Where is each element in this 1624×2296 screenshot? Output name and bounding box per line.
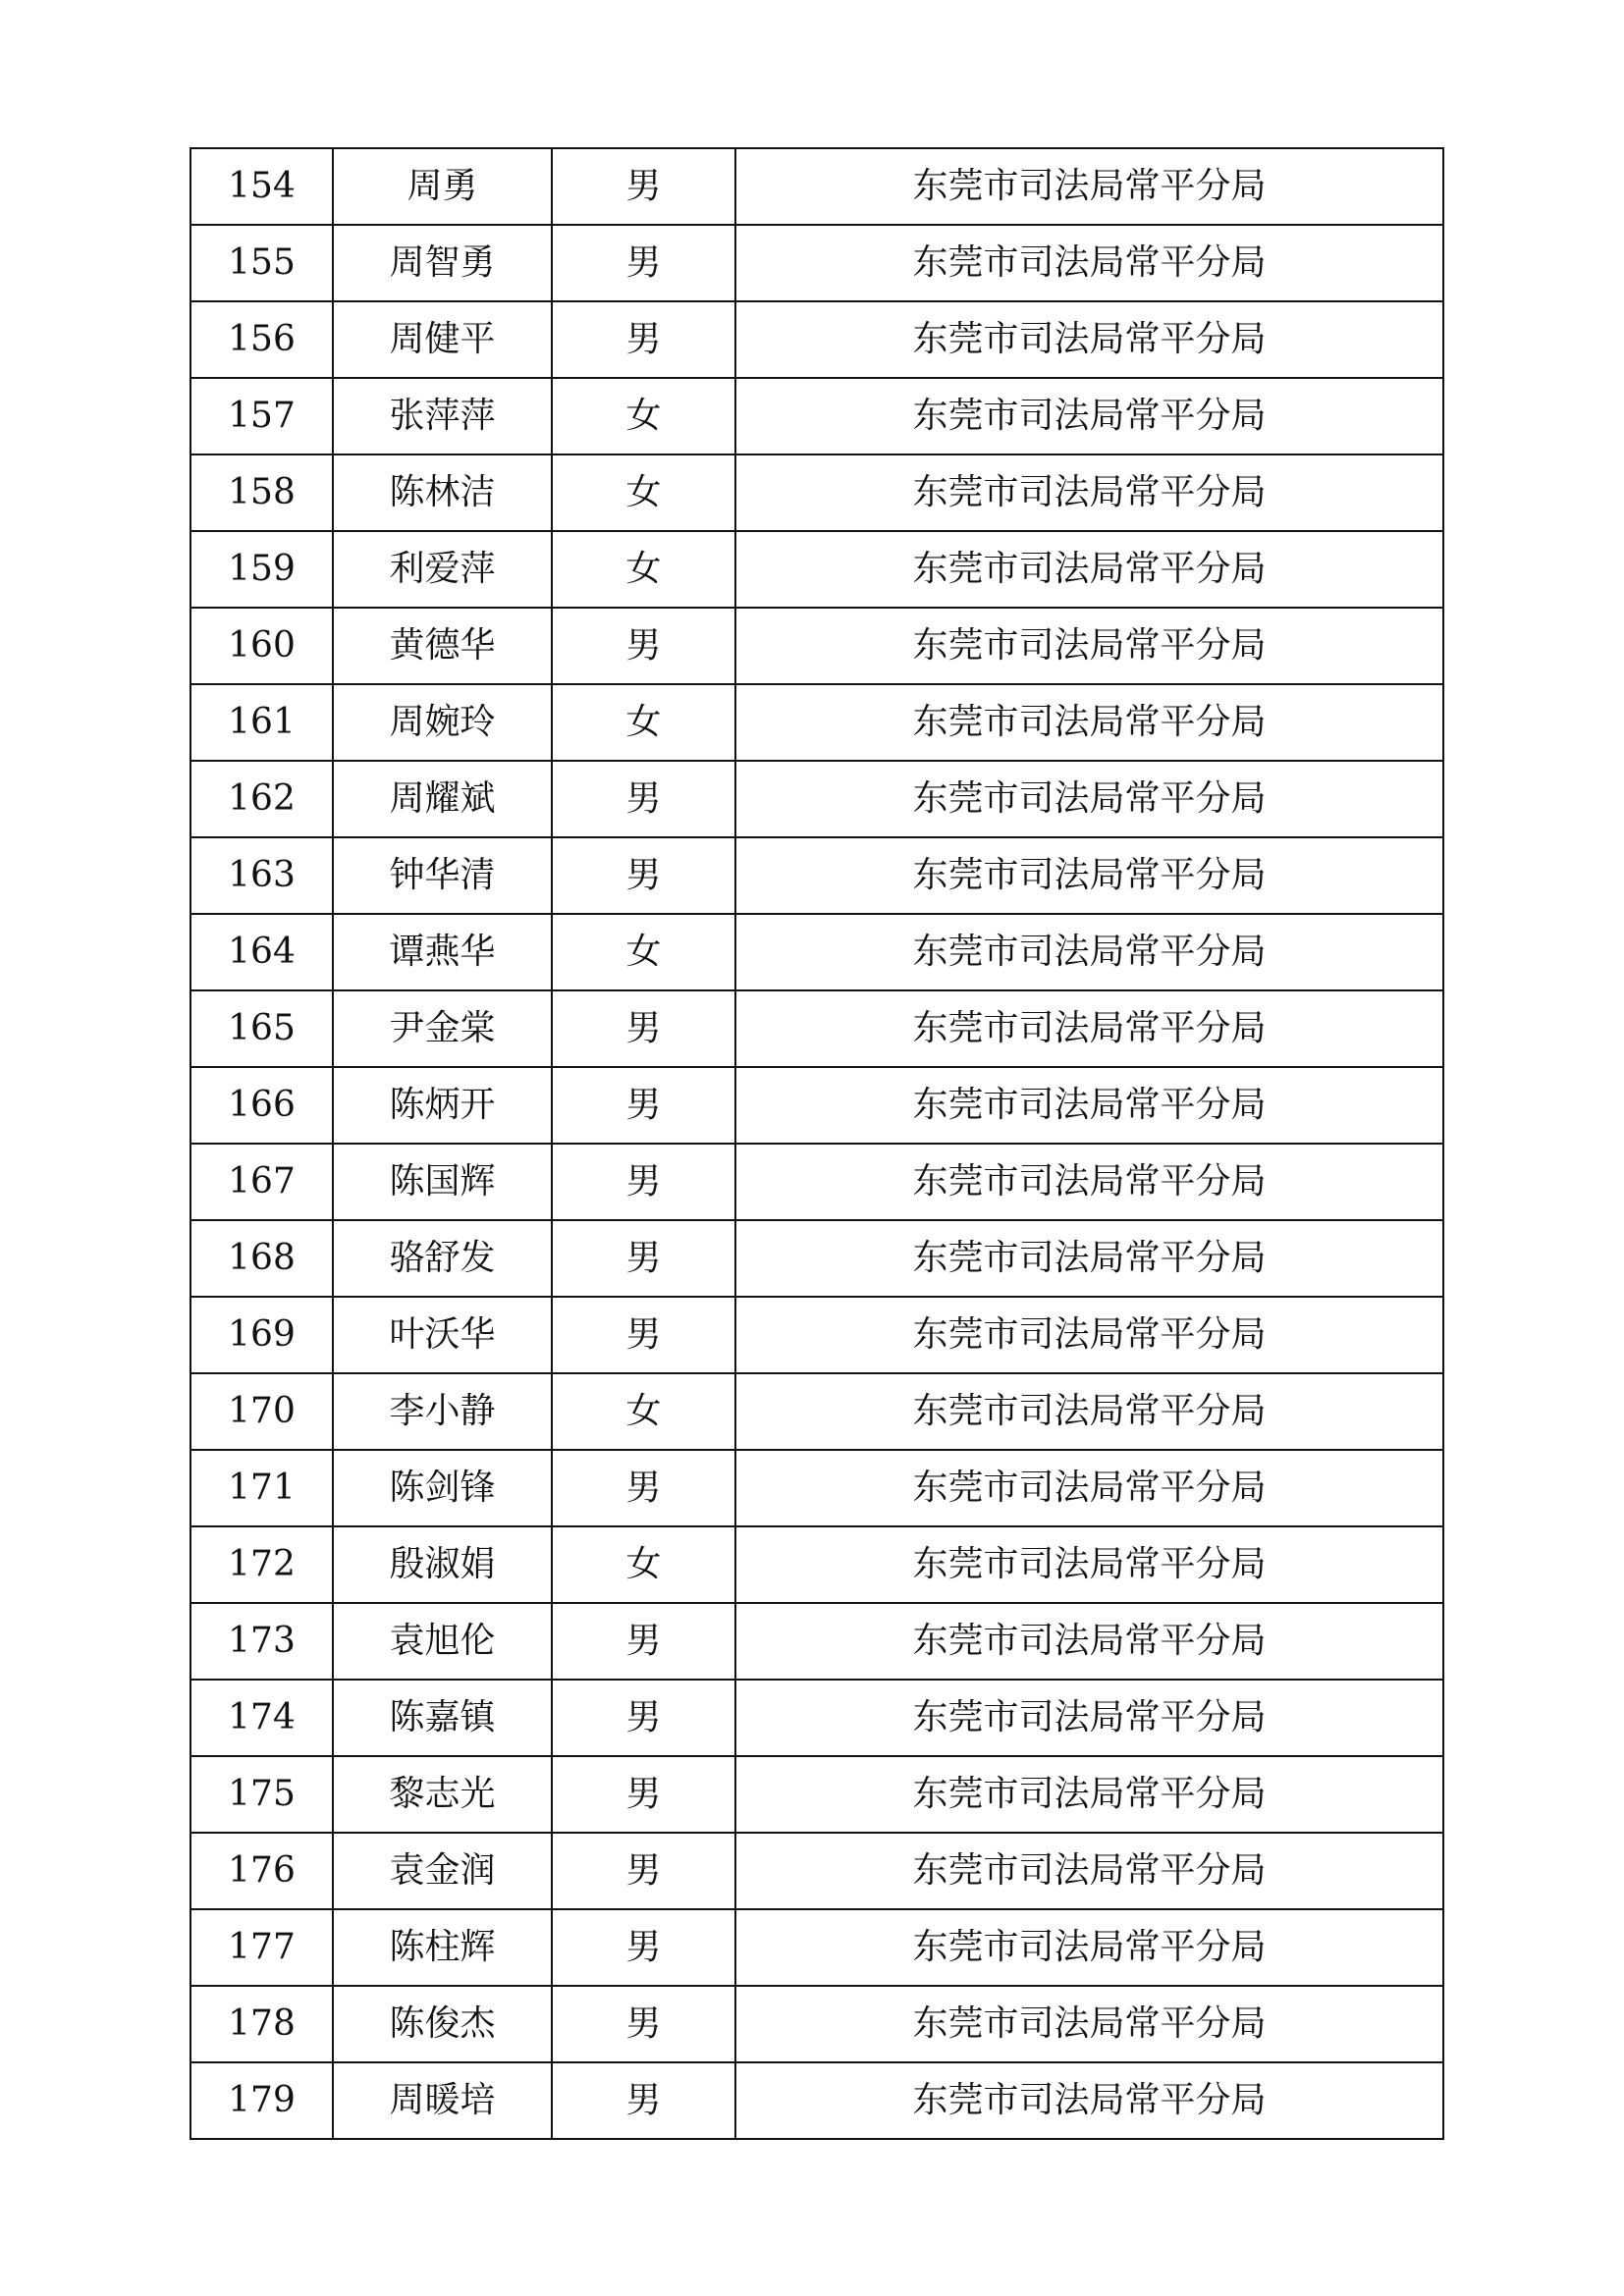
table-row	[190, 1756, 1443, 1833]
gender-cell: 女	[552, 378, 735, 454]
unit-cell: 东莞市司法局常平分局	[735, 990, 1443, 1067]
name-cell: 周勇	[333, 148, 552, 225]
gender-cell: 女	[552, 1526, 735, 1603]
gender-cell: 男	[552, 990, 735, 1067]
name-cell: 殷淑娟	[333, 1526, 552, 1603]
name-cell: 谭燕华	[333, 914, 552, 990]
gender-cell: 男	[552, 301, 735, 378]
table-row	[190, 684, 1443, 761]
unit-cell: 东莞市司法局常平分局	[735, 148, 1443, 225]
table-row	[190, 990, 1443, 1067]
row-number-cell: 173	[190, 1603, 333, 1680]
unit-cell: 东莞市司法局常平分局	[735, 608, 1443, 684]
roster-table-body	[190, 148, 1443, 2139]
unit-cell: 东莞市司法局常平分局	[735, 1144, 1443, 1220]
name-cell: 周暖培	[333, 2062, 552, 2139]
unit-cell: 东莞市司法局常平分局	[735, 761, 1443, 837]
row-number-cell: 168	[190, 1220, 333, 1297]
table-row	[190, 1603, 1443, 1680]
row-number-cell: 162	[190, 761, 333, 837]
unit-cell: 东莞市司法局常平分局	[735, 531, 1443, 608]
name-cell: 陈炳开	[333, 1067, 552, 1144]
gender-cell: 男	[552, 148, 735, 225]
gender-cell: 女	[552, 1373, 735, 1450]
row-number-cell: 161	[190, 684, 333, 761]
name-cell: 尹金棠	[333, 990, 552, 1067]
table-row	[190, 225, 1443, 301]
row-number-cell: 155	[190, 225, 333, 301]
row-number-cell: 157	[190, 378, 333, 454]
table-row	[190, 761, 1443, 837]
gender-cell: 女	[552, 914, 735, 990]
roster-table	[189, 147, 1444, 2140]
row-number-cell: 167	[190, 1144, 333, 1220]
name-cell: 黄德华	[333, 608, 552, 684]
row-number-cell: 163	[190, 837, 333, 914]
table-row	[190, 1680, 1443, 1756]
gender-cell: 男	[552, 1220, 735, 1297]
name-cell: 钟华清	[333, 837, 552, 914]
table-row	[190, 1986, 1443, 2062]
row-number-cell: 160	[190, 608, 333, 684]
gender-cell: 男	[552, 1680, 735, 1756]
name-cell: 陈林洁	[333, 454, 552, 531]
unit-cell: 东莞市司法局常平分局	[735, 1373, 1443, 1450]
row-number-cell: 170	[190, 1373, 333, 1450]
gender-cell: 男	[552, 1144, 735, 1220]
gender-cell: 男	[552, 2062, 735, 2139]
unit-cell: 东莞市司法局常平分局	[735, 2062, 1443, 2139]
unit-cell: 东莞市司法局常平分局	[735, 1067, 1443, 1144]
table-row	[190, 2062, 1443, 2139]
name-cell: 周婉玲	[333, 684, 552, 761]
table-row	[190, 837, 1443, 914]
table-row	[190, 1909, 1443, 1986]
unit-cell: 东莞市司法局常平分局	[735, 837, 1443, 914]
name-cell: 叶沃华	[333, 1297, 552, 1373]
table-row	[190, 454, 1443, 531]
row-number-cell: 154	[190, 148, 333, 225]
name-cell: 袁旭伦	[333, 1603, 552, 1680]
table-row	[190, 148, 1443, 225]
unit-cell: 东莞市司法局常平分局	[735, 378, 1443, 454]
unit-cell: 东莞市司法局常平分局	[735, 1833, 1443, 1909]
row-number-cell: 159	[190, 531, 333, 608]
row-number-cell: 177	[190, 1909, 333, 1986]
unit-cell: 东莞市司法局常平分局	[735, 1526, 1443, 1603]
name-cell: 李小静	[333, 1373, 552, 1450]
gender-cell: 女	[552, 531, 735, 608]
row-number-cell: 165	[190, 990, 333, 1067]
unit-cell: 东莞市司法局常平分局	[735, 914, 1443, 990]
gender-cell: 男	[552, 1833, 735, 1909]
unit-cell: 东莞市司法局常平分局	[735, 1986, 1443, 2062]
gender-cell: 男	[552, 225, 735, 301]
name-cell: 黎志光	[333, 1756, 552, 1833]
unit-cell: 东莞市司法局常平分局	[735, 1297, 1443, 1373]
row-number-cell: 176	[190, 1833, 333, 1909]
row-number-cell: 179	[190, 2062, 333, 2139]
table-row	[190, 1373, 1443, 1450]
row-number-cell: 166	[190, 1067, 333, 1144]
unit-cell: 东莞市司法局常平分局	[735, 1450, 1443, 1526]
row-number-cell: 156	[190, 301, 333, 378]
name-cell: 周智勇	[333, 225, 552, 301]
unit-cell: 东莞市司法局常平分局	[735, 1680, 1443, 1756]
unit-cell: 东莞市司法局常平分局	[735, 1756, 1443, 1833]
gender-cell: 男	[552, 1986, 735, 2062]
row-number-cell: 169	[190, 1297, 333, 1373]
name-cell: 周健平	[333, 301, 552, 378]
table-row	[190, 1297, 1443, 1373]
table-row	[190, 608, 1443, 684]
row-number-cell: 158	[190, 454, 333, 531]
unit-cell: 东莞市司法局常平分局	[735, 684, 1443, 761]
table-row	[190, 1144, 1443, 1220]
name-cell: 陈俊杰	[333, 1986, 552, 2062]
row-number-cell: 171	[190, 1450, 333, 1526]
name-cell: 骆舒发	[333, 1220, 552, 1297]
name-cell: 陈国辉	[333, 1144, 552, 1220]
name-cell: 袁金润	[333, 1833, 552, 1909]
name-cell: 周耀斌	[333, 761, 552, 837]
name-cell: 陈剑锋	[333, 1450, 552, 1526]
table-row	[190, 914, 1443, 990]
gender-cell: 男	[552, 1603, 735, 1680]
name-cell: 陈嘉镇	[333, 1680, 552, 1756]
table-row	[190, 1526, 1443, 1603]
gender-cell: 男	[552, 837, 735, 914]
name-cell: 陈柱辉	[333, 1909, 552, 1986]
gender-cell: 男	[552, 1067, 735, 1144]
unit-cell: 东莞市司法局常平分局	[735, 1220, 1443, 1297]
gender-cell: 女	[552, 454, 735, 531]
gender-cell: 男	[552, 1450, 735, 1526]
gender-cell: 男	[552, 1909, 735, 1986]
row-number-cell: 172	[190, 1526, 333, 1603]
unit-cell: 东莞市司法局常平分局	[735, 1603, 1443, 1680]
row-number-cell: 175	[190, 1756, 333, 1833]
gender-cell: 女	[552, 684, 735, 761]
gender-cell: 男	[552, 608, 735, 684]
table-row	[190, 1450, 1443, 1526]
table-row	[190, 531, 1443, 608]
table-row	[190, 378, 1443, 454]
name-cell: 张萍萍	[333, 378, 552, 454]
table-row	[190, 301, 1443, 378]
gender-cell: 男	[552, 1297, 735, 1373]
table-row	[190, 1833, 1443, 1909]
row-number-cell: 164	[190, 914, 333, 990]
table-row	[190, 1067, 1443, 1144]
gender-cell: 男	[552, 1756, 735, 1833]
unit-cell: 东莞市司法局常平分局	[735, 1909, 1443, 1986]
unit-cell: 东莞市司法局常平分局	[735, 454, 1443, 531]
row-number-cell: 174	[190, 1680, 333, 1756]
row-number-cell: 178	[190, 1986, 333, 2062]
unit-cell: 东莞市司法局常平分局	[735, 301, 1443, 378]
unit-cell: 东莞市司法局常平分局	[735, 225, 1443, 301]
table-row	[190, 1220, 1443, 1297]
name-cell: 利爱萍	[333, 531, 552, 608]
gender-cell: 男	[552, 761, 735, 837]
